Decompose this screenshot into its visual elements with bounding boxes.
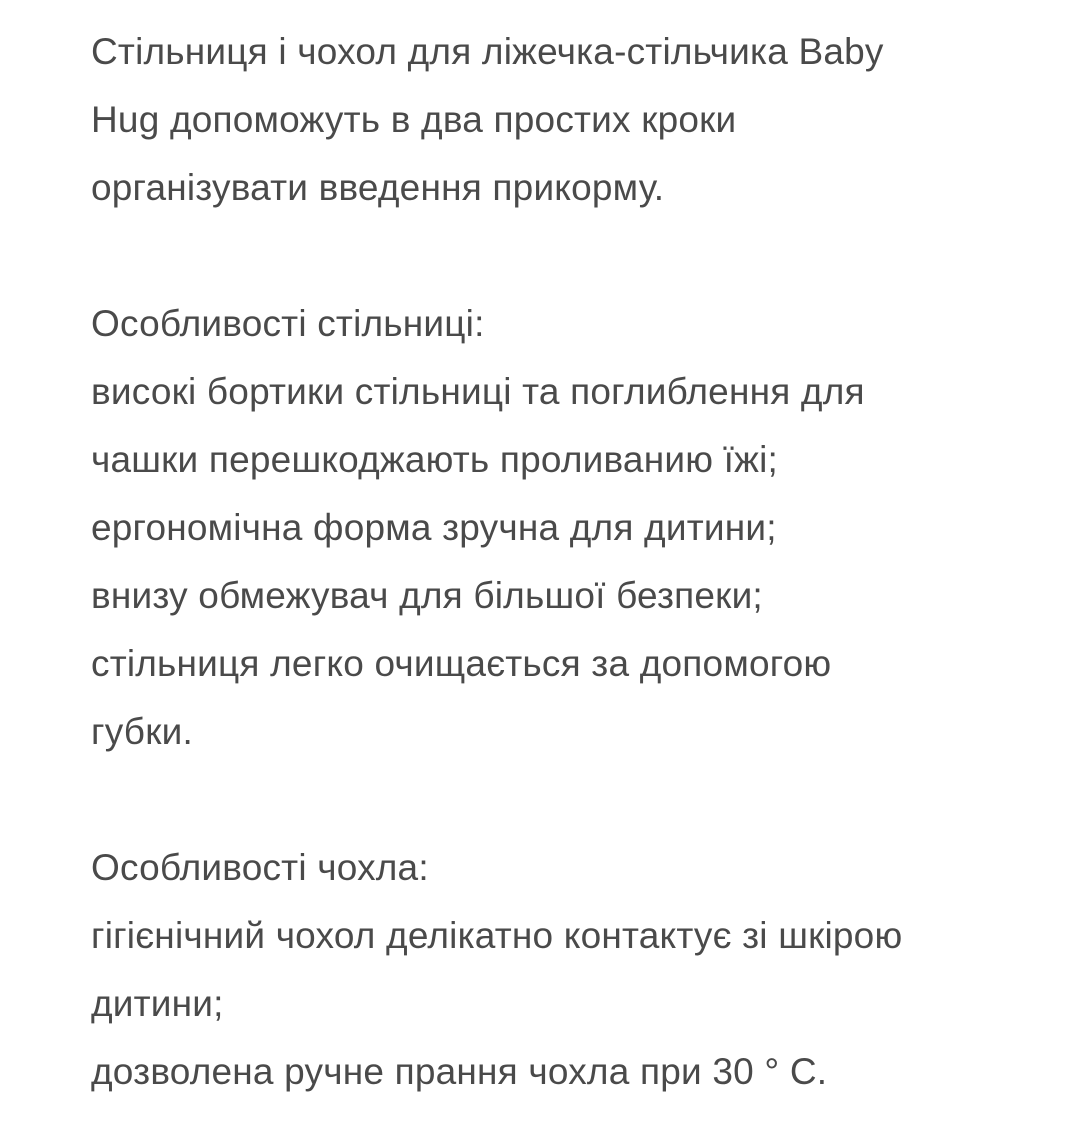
intro-paragraph <box>91 18 991 222</box>
intro-line: Hug допоможуть в два простих кроки <box>91 99 737 140</box>
cover-feature-line: дозволена ручне прання чохла при 30 ° С. <box>91 1051 828 1092</box>
table-feature-line: чашки перешкоджають проливанию їжі; <box>91 439 778 480</box>
table-feature-line: губки. <box>91 711 193 752</box>
table-feature-line: стільниця легко очищається за допомогою <box>91 643 832 684</box>
cover-features-heading: Особливості чохла: <box>91 847 429 888</box>
paragraph-spacer <box>91 222 991 290</box>
intro-line: Стільниця і чохол для ліжечка-стільчика Baby <box>91 31 884 72</box>
intro-line: організувати введення прикорму. <box>91 167 665 208</box>
table-feature-line: ергономічна форма зручна для дитини; <box>91 507 777 548</box>
paragraph-spacer <box>91 766 991 834</box>
table-features-heading: Особливості стільниці: <box>91 303 485 344</box>
cover-features-section <box>91 834 991 1106</box>
cover-feature-line: дитини; <box>91 983 224 1024</box>
product-description <box>91 18 991 1106</box>
table-features-section <box>91 290 991 766</box>
cover-feature-line: гігієнічний чохол делікатно контактує зі шкірою <box>91 915 903 956</box>
table-feature-line: внизу обмежувач для більшої безпеки; <box>91 575 763 616</box>
table-feature-line: високі бортики стільниці та поглиблення для <box>91 371 865 412</box>
